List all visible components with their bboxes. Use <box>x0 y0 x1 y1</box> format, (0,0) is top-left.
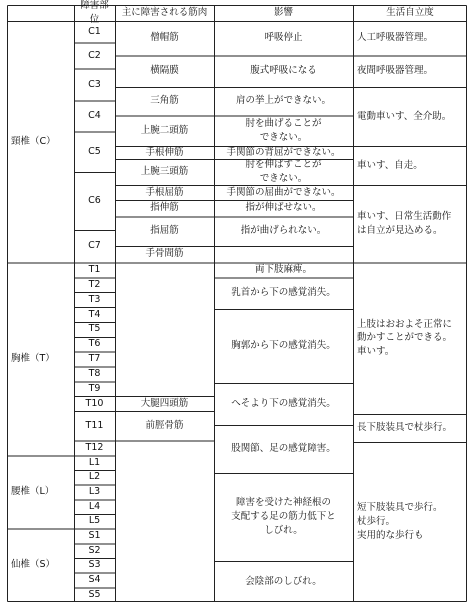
effect-cell: 肘を曲げることが できない。 <box>245 117 322 143</box>
muscle-cell <box>115 263 214 397</box>
independence-cell: 車いす、日常生活動作 は自立が見込める。 <box>357 210 452 236</box>
muscle-cell: 上腕三頭筋 <box>140 166 189 178</box>
effect-cell: 肘を伸ばすことが できない。 <box>245 159 322 184</box>
effect-cell: 指が伸ばせない。 <box>245 202 322 214</box>
effect-cell: 胸郭から下の感覚消失。 <box>231 340 336 352</box>
level-label: T8 <box>88 367 101 379</box>
level-label: T12 <box>85 442 104 454</box>
spinal-injury-table <box>7 0 467 602</box>
level-label: T9 <box>88 382 101 394</box>
level-label: L3 <box>88 486 101 498</box>
header-independence: 生活自立度 <box>386 7 434 19</box>
region-label: 胸椎（T） <box>11 353 55 365</box>
level-label: T1 <box>88 264 101 276</box>
level-label: T5 <box>88 323 101 335</box>
level-label: S1 <box>88 530 101 542</box>
level-label: C6 <box>88 195 101 207</box>
region-label: 頸椎（C） <box>11 135 56 147</box>
muscle-cell: 上腕二頭筋 <box>140 124 189 136</box>
level-label: C3 <box>88 78 101 90</box>
level-label: C1 <box>88 25 101 37</box>
effect-cell: へそより下の感覚消失。 <box>231 398 336 410</box>
level-label: L2 <box>88 471 101 483</box>
muscle-cell: 手根伸筋 <box>145 146 184 158</box>
level-label: S4 <box>88 574 101 586</box>
header-site: 障害部位 <box>80 0 109 25</box>
muscle-cell: 指屈筋 <box>150 225 179 237</box>
effect-cell: 呼吸停止 <box>264 32 303 44</box>
independence-cell: 長下肢装具で杖歩行。 <box>357 422 453 434</box>
level-label: S5 <box>88 588 101 600</box>
independence-cell: 車いす、自走。 <box>357 159 423 171</box>
independence-cell: 上肢はおおよそ正常に 動かすことができる。 車いす。 <box>357 318 453 358</box>
level-label: T11 <box>85 419 104 431</box>
region-label: 仙椎（S） <box>11 559 56 571</box>
effect-cell: 手関節の背屈ができない。 <box>226 146 341 158</box>
muscle-cell: 手根屈筋 <box>145 186 184 198</box>
muscle-cell: 大腿四頭筋 <box>140 397 189 409</box>
effect-cell: 会陰部のしびれ。 <box>245 575 322 587</box>
muscle-cell <box>115 441 214 603</box>
level-label: T4 <box>88 308 101 320</box>
effect-cell: 股関節、足の感覚障害。 <box>231 443 336 455</box>
muscle-cell: 三角筋 <box>150 95 179 107</box>
muscle-cell: 僧帽筋 <box>150 32 179 44</box>
header-muscle: 主に障害される筋肉 <box>121 7 208 19</box>
level-label: T6 <box>88 338 101 350</box>
effect-cell <box>214 246 353 263</box>
level-label: S3 <box>88 559 101 571</box>
level-label: C2 <box>88 49 101 61</box>
independence-cell: 人工呼吸器管理。 <box>357 32 434 44</box>
level-label: L1 <box>88 456 101 468</box>
level-label: L4 <box>88 500 101 512</box>
level-label: T10 <box>85 397 104 409</box>
effect-cell: 手関節の屈曲ができない。 <box>226 186 341 198</box>
muscle-cell: 指伸筋 <box>150 202 179 214</box>
level-label: S2 <box>88 544 101 556</box>
independence-cell: 夜間呼吸器管理。 <box>357 65 434 77</box>
header-effect: 影響 <box>273 7 293 19</box>
independence-cell: 短下肢装具で歩行。 杖歩行。 実用的な歩行も <box>357 502 443 541</box>
region-label: 腰椎（L） <box>11 486 55 498</box>
level-label: T3 <box>88 293 101 305</box>
level-label: C5 <box>88 145 101 157</box>
effect-cell: 肩の挙上ができない。 <box>235 95 331 107</box>
level-label: T7 <box>88 353 101 365</box>
effect-cell: 乳首から下の感覚消失。 <box>231 287 336 299</box>
effect-cell: 腹式呼吸になる <box>250 65 317 77</box>
effect-cell: 障害を受けた神経根の 支配する足の筋力低下と しびれ。 <box>231 497 336 536</box>
level-label: T2 <box>88 278 101 290</box>
muscle-cell: 手骨間筋 <box>145 248 184 260</box>
level-label: C4 <box>88 110 101 122</box>
independence-cell: 電動車いす、全介助。 <box>357 110 452 122</box>
level-label: L5 <box>88 515 101 527</box>
level-label: C7 <box>88 240 101 252</box>
effect-cell: 両下肢麻痺。 <box>254 264 312 276</box>
muscle-cell: 前脛骨筋 <box>145 419 184 431</box>
muscle-cell: 横隔膜 <box>150 65 179 77</box>
effect-cell: 指が曲げられない。 <box>240 225 327 237</box>
